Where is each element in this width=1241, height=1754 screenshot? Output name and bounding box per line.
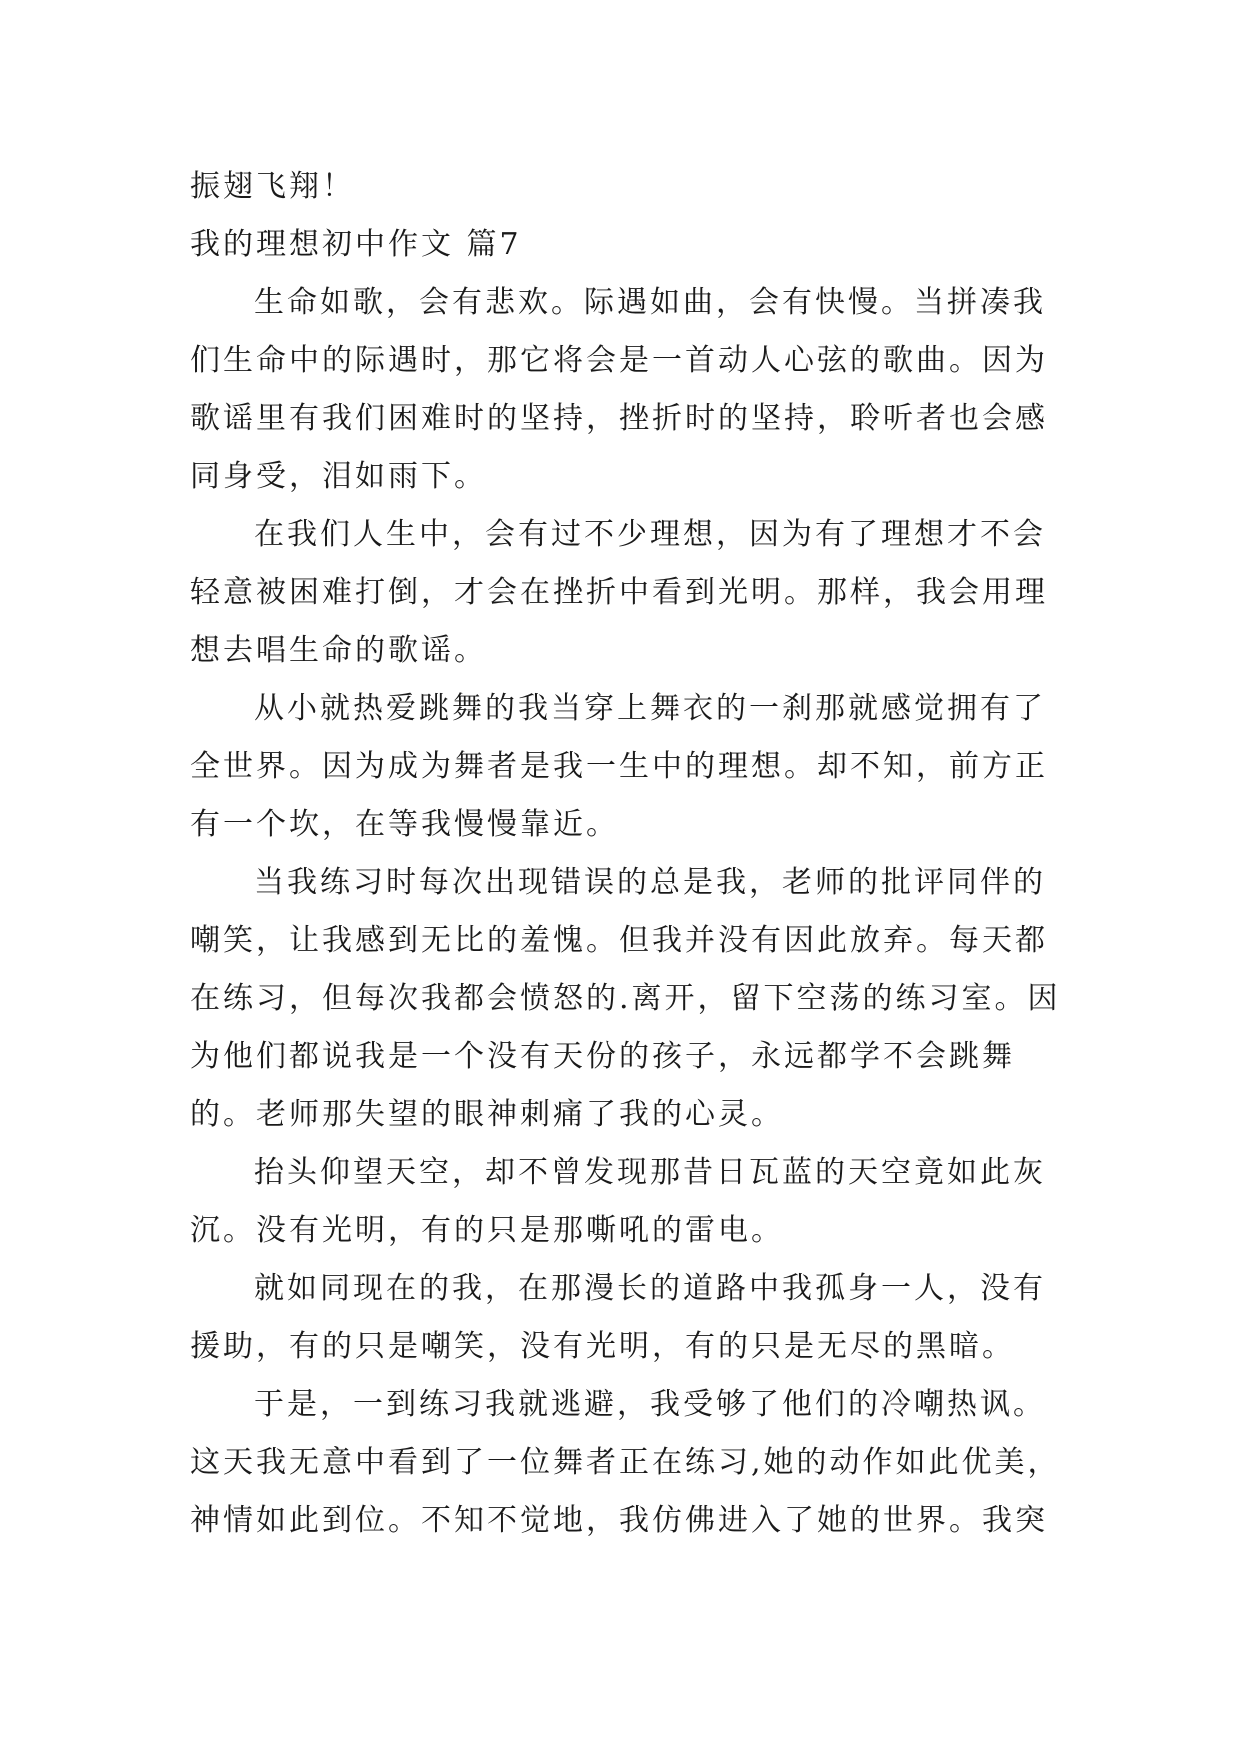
paragraph-4: 当我练习时每次出现错误的总是我，老师的批评同伴的嘲笑，让我感到无比的羞愧。但我并没有因此放弃。每天都在练习，但每次我都会愤怒的.离开，留下空荡的练习室。因为他们都说我是一个没有天份的孩子，永远都学不会跳舞的。老师那失望的眼神刺痛了我的心灵。 — [190, 865, 1061, 1132]
paragraph-5: 抬头仰望天空，却不曾发现那昔日瓦蓝的天空竟如此灰沉。没有光明，有的只是那嘶吼的雷电。 — [190, 1155, 1046, 1248]
paragraph-6: 就如同现在的我，在那漫长的道路中我孤身一人，没有援助，有的只是嘲笑，没有光明，有的只是无尽的黑暗。 — [190, 1271, 1046, 1364]
document-body — [190, 158, 1070, 1550]
paragraph-1: 生命如歌，会有悲欢。际遇如曲，会有快慢。当拼凑我们生命中的际遇时，那它将会是一首动人心弦的歌曲。因为歌谣里有我们困难时的坚持，挫折时的坚持，聆听者也会感同身受，泪如雨下。 — [190, 285, 1048, 494]
essay-heading: 我的理想初中作文 篇7 — [190, 227, 522, 262]
lead-line: 振翅飞翔！ — [190, 169, 355, 204]
paragraph-2: 在我们人生中，会有过不少理想，因为有了理想才不会轻意被困难打倒，才会在挫折中看到光明。那样，我会用理想去唱生命的歌谣。 — [190, 517, 1048, 668]
paragraph-3: 从小就热爱跳舞的我当穿上舞衣的一刹那就感觉拥有了全世界。因为成为舞者是我一生中的理想。却不知，前方正有一个坎，在等我慢慢靠近。 — [190, 691, 1048, 842]
paragraph-7: 于是，一到练习我就逃避，我受够了他们的冷嘲热讽。这天我无意中看到了一位舞者正在练习,她的动作如此优美，神情如此到位。不知不觉地，我仿佛进入了她的世界。我突 — [190, 1387, 1061, 1538]
